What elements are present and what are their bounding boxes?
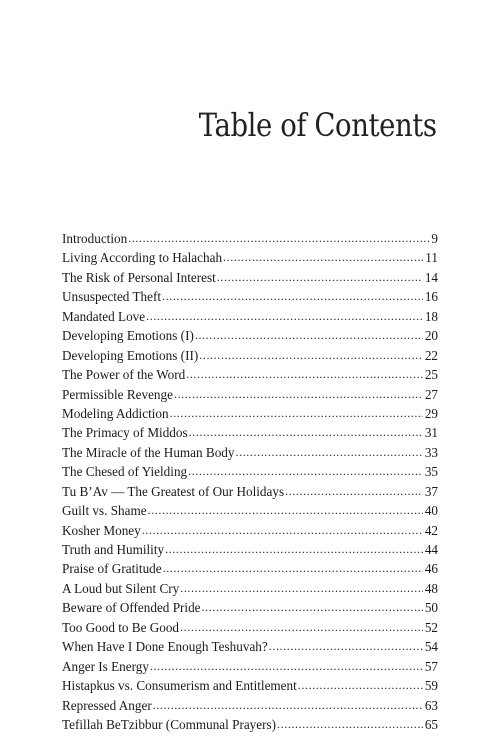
dot-leader <box>186 364 423 384</box>
dot-leader <box>142 520 423 540</box>
toc-entry-title: Developing Emotions (II) <box>62 347 199 363</box>
dot-leader <box>174 384 423 404</box>
dot-leader <box>162 286 423 306</box>
toc-entry-title: Repressed Anger <box>62 697 152 713</box>
toc-entry-page: 20 <box>424 328 438 344</box>
toc-entry <box>62 462 438 481</box>
toc-entry <box>62 229 438 248</box>
toc-entry-title: Praise of Gratitude <box>62 561 162 577</box>
toc-entry-title: Permissible Revenge <box>62 386 173 402</box>
toc-entry-page: 16 <box>424 289 438 305</box>
dot-leader <box>150 656 423 676</box>
toc-entry-page: 42 <box>424 522 438 538</box>
toc-entry-page: 48 <box>424 580 438 596</box>
dot-leader <box>146 306 423 326</box>
toc-entry <box>62 346 438 365</box>
dot-leader <box>298 675 423 695</box>
toc-entry-page: 31 <box>424 425 438 441</box>
toc-entry-title: Unsuspected Theft <box>62 289 162 305</box>
toc-entry-page: 27 <box>424 386 438 402</box>
toc-entry-title: Introduction <box>62 231 128 246</box>
toc-entry <box>62 287 438 306</box>
toc-entry-title: The Risk of Personal Interest <box>62 269 216 285</box>
toc-entry <box>62 540 438 559</box>
toc-entry-title: Developing Emotions (I) <box>62 328 194 344</box>
toc-entry-title: The Power of the Word <box>62 367 186 383</box>
toc-entry <box>62 559 438 578</box>
toc-entry <box>62 579 438 598</box>
dot-leader <box>277 714 423 734</box>
toc-entry <box>62 482 438 501</box>
toc-entry-title: Tefillah BeTzibbur (Communal Prayers) <box>62 716 277 732</box>
dot-leader <box>163 558 423 578</box>
toc-entry <box>62 423 438 442</box>
dot-leader <box>148 500 423 520</box>
toc-entry-title: Anger Is Energy <box>62 658 149 674</box>
table-of-contents <box>62 229 438 734</box>
toc-entry <box>62 365 438 384</box>
toc-entry <box>62 676 438 695</box>
toc-entry-page: 54 <box>424 639 438 655</box>
toc-entry-page: 59 <box>424 678 438 694</box>
dot-leader <box>180 578 423 598</box>
toc-entry-title: The Miracle of the Human Body <box>62 444 235 460</box>
toc-entry-page: 65 <box>424 716 438 732</box>
toc-entry <box>62 618 438 637</box>
toc-entry <box>62 657 438 676</box>
dot-leader <box>153 695 423 715</box>
toc-entry-page: 11 <box>425 250 438 266</box>
toc-entry <box>62 385 438 404</box>
toc-entry <box>62 248 438 267</box>
toc-entry-page: 57 <box>424 658 438 674</box>
toc-entry <box>62 715 438 734</box>
toc-entry <box>62 598 438 617</box>
dot-leader <box>285 481 423 501</box>
toc-entry-title: Modeling Addiction <box>62 405 169 421</box>
toc-entry-page: 9 <box>431 231 438 246</box>
toc-entry-title: Truth and Humility <box>62 542 165 557</box>
toc-entry-title: Too Good to Be Good <box>62 619 180 635</box>
toc-entry <box>62 307 438 326</box>
toc-entry-page: 46 <box>424 561 438 577</box>
toc-entry-page: 50 <box>424 600 438 616</box>
dot-leader <box>170 403 423 423</box>
toc-entry-title: Beware of Offended Pride <box>62 600 201 616</box>
dot-leader <box>128 228 429 248</box>
toc-entry-page: 63 <box>424 697 438 713</box>
dot-leader <box>165 539 423 559</box>
toc-entry-page: 22 <box>424 347 438 363</box>
toc-entry-page: 35 <box>424 464 438 480</box>
toc-entry-title: The Chesed of Yielding <box>62 464 188 480</box>
dot-leader <box>236 442 423 462</box>
toc-entry <box>62 696 438 715</box>
dot-leader <box>199 345 423 365</box>
page-title: Table of Contents <box>199 106 437 144</box>
toc-entry-page: 14 <box>424 269 438 285</box>
dot-leader <box>217 267 423 287</box>
toc-entry-title: Living According to Halachah <box>62 250 223 266</box>
toc-entry-title: Kosher Money <box>62 522 141 538</box>
dot-leader <box>180 617 423 637</box>
dot-leader <box>188 461 423 481</box>
toc-entry <box>62 521 438 540</box>
toc-entry-page: 33 <box>424 444 438 460</box>
toc-entry-page: 40 <box>424 503 438 519</box>
dot-leader <box>202 597 423 617</box>
toc-entry-title: Guilt vs. Shame <box>62 503 147 519</box>
dot-leader <box>189 422 423 442</box>
toc-entry-title: Histapkus vs. Consumerism and Entitlement <box>62 678 297 694</box>
dot-leader <box>195 325 423 345</box>
toc-entry-page: 18 <box>424 308 438 324</box>
toc-entry <box>62 326 438 345</box>
toc-entry <box>62 443 438 462</box>
toc-entry <box>62 501 438 520</box>
toc-entry-title: When Have I Done Enough Teshuvah? <box>62 639 268 655</box>
toc-entry-page: 37 <box>424 483 438 499</box>
toc-entry-page: 52 <box>424 619 438 635</box>
dot-leader <box>269 636 423 656</box>
toc-entry-page: 25 <box>424 367 438 383</box>
toc-entry <box>62 404 438 423</box>
toc-entry <box>62 637 438 656</box>
toc-entry-title: Mandated Love <box>62 308 146 324</box>
toc-entry-title: A Loud but Silent Cry <box>62 580 180 596</box>
toc-entry-title: The Primacy of Middos <box>62 425 188 441</box>
toc-entry <box>62 268 438 287</box>
dot-leader <box>223 247 423 267</box>
toc-entry-title: Tu B’Av — The Greatest of Our Holidays <box>62 483 285 499</box>
toc-entry-page: 29 <box>424 405 438 421</box>
toc-entry-page: 44 <box>424 542 438 557</box>
